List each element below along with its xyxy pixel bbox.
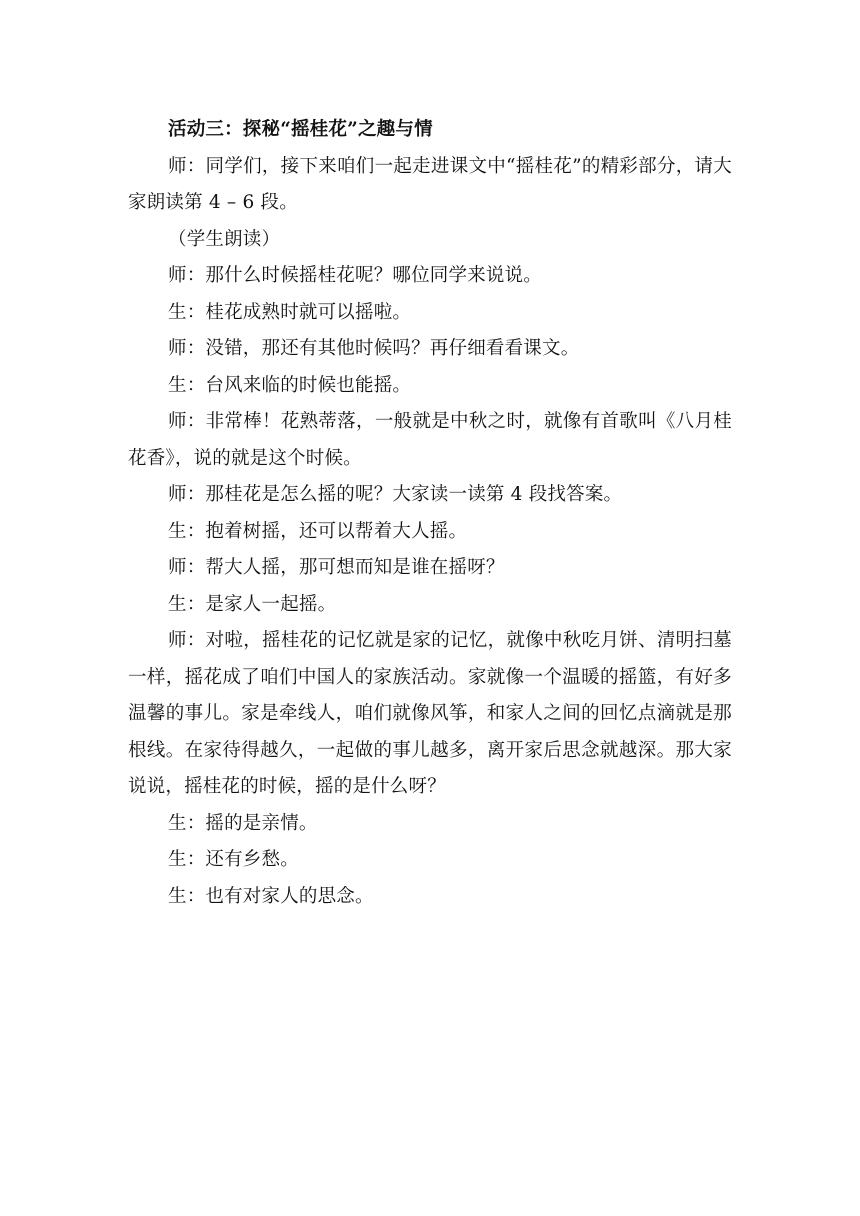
- paragraph: 师：同学们，接下来咱们一起走进课文中“摇桂花”的精彩部分，请大家朗读第 4 – 6 段。: [128, 155, 732, 213]
- paragraph: 师：对啦，摇桂花的记忆就是家的记忆，就像中秋吃月饼、清明扫墓一样，摇花成了咱们中国人的家族活动。家就像一个温暖的摇篮，有好多温馨的事儿。家是牵线人，咱们就像风筝，和家人之间的回忆点滴就是那根线。在家待得越久，一起做的事儿越多，离开家后思念就越深。那大家说说，摇桂花的时候，摇的是什么呀？: [128, 630, 732, 797]
- paragraph: 师：帮大人摇，那可想而知是谁在摇呀？: [168, 557, 505, 578]
- paragraph: 师：那什么时候摇桂花呢？哪位同学来说说。: [168, 265, 543, 286]
- paragraph: 生：桂花成熟时就可以摇啦。: [168, 301, 412, 323]
- paragraph: 生：是家人一起摇。: [168, 593, 337, 615]
- document-body: [128, 112, 732, 915]
- paragraph: 生：台风来临的时候也能摇。: [168, 374, 412, 396]
- paragraph: 师：那桂花是怎么摇的呢？大家读一读第 4 段找答案。: [168, 484, 623, 505]
- paragraph: 师：非常棒！花熟蒂落，一般就是中秋之时，就像有首歌叫《八月桂花香》，说的就是这个时候。: [128, 411, 732, 469]
- paragraph: 生：也有对家人的思念。: [168, 885, 374, 907]
- paragraph: 生：还有乡愁。: [168, 849, 299, 870]
- paragraph: 生：抱着树摇，还可以帮着大人摇。: [168, 520, 468, 542]
- paragraph: 生：摇的是亲情。: [168, 812, 318, 834]
- section-heading: 活动三：探秘“摇桂花”之趣与情: [168, 119, 433, 140]
- paragraph: （学生朗读）: [168, 228, 281, 250]
- paragraph: 师：没错，那还有其他时候吗？再仔细看看课文。: [168, 338, 580, 359]
